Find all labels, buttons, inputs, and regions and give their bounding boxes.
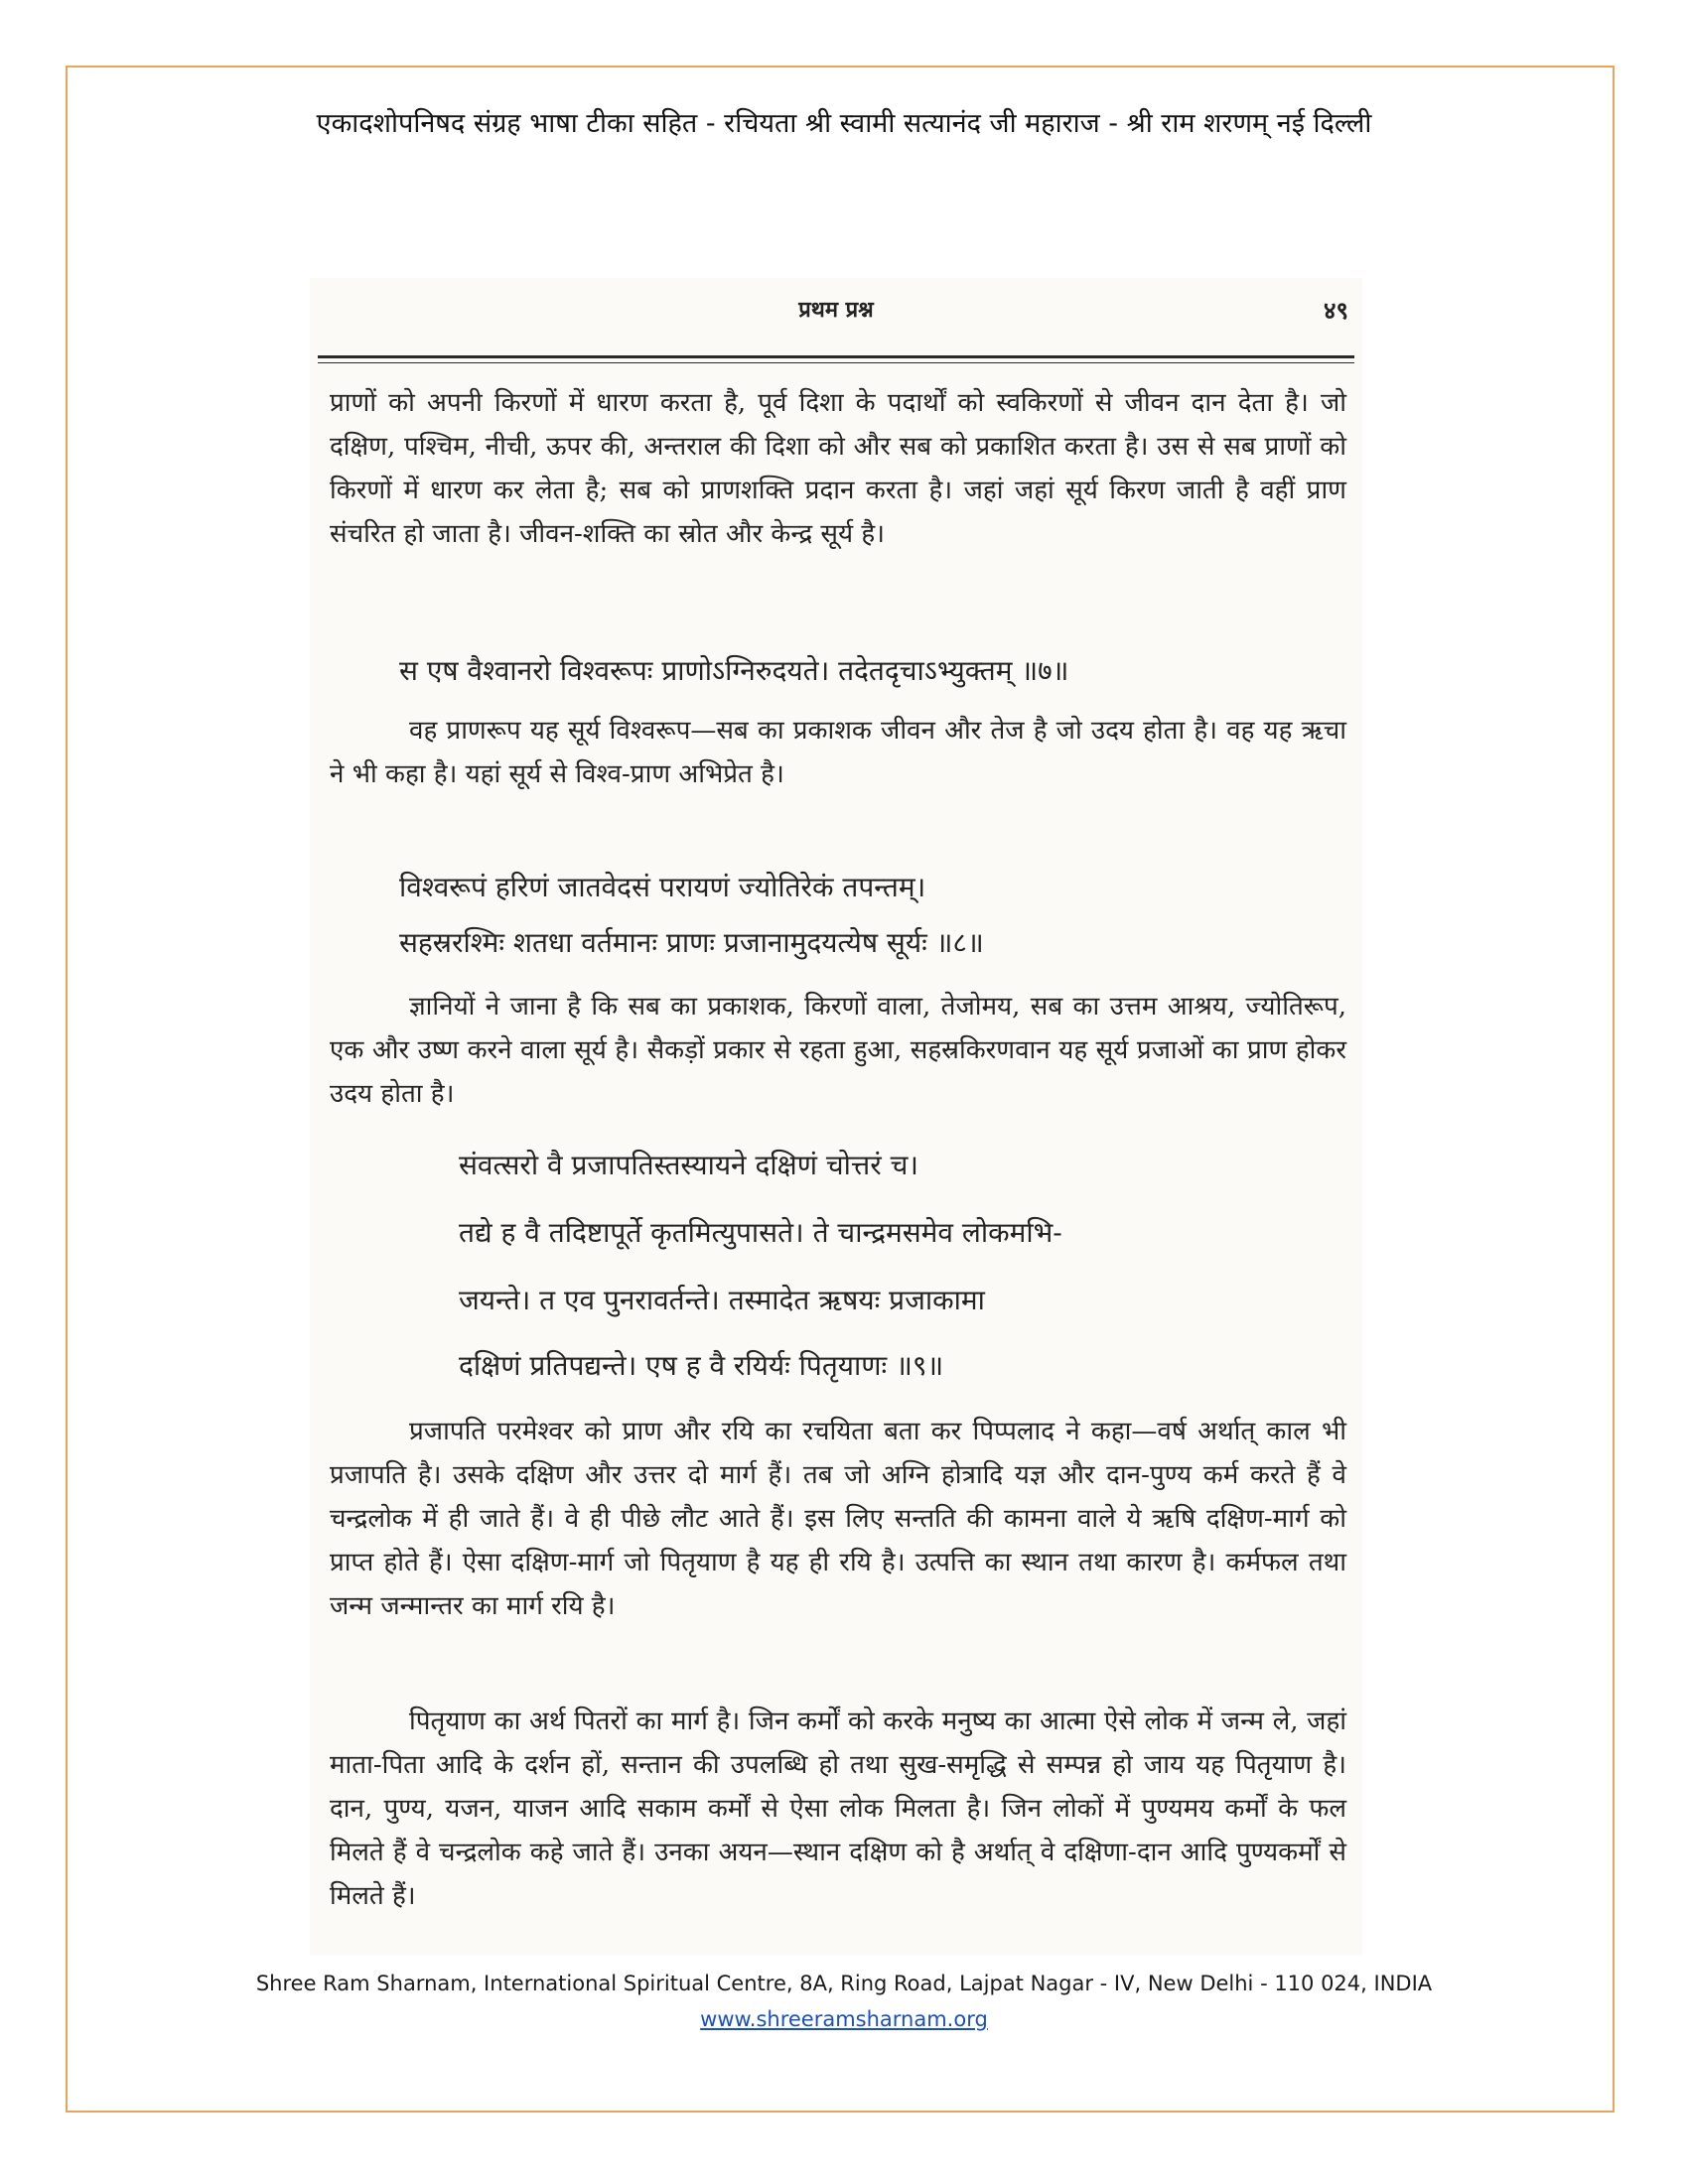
paragraph-3: ज्ञानियों ने जाना है कि सब का प्रकाशक, किरणों वाला, तेजोमय, सब का उत्तम आश्रय, ज्योतिरूप, एक और उष्ण करने वाला सूर्य है। सैकड़ों प्रकार से रहता हुआ, सहस्रकिरणवान यह सूर्य प्रजाओं का प्राण होकर उदय होता है। [330, 992, 1346, 1109]
verse-7: स एष वैश्वानरो विश्वरूपः प्राणोऽग्निरुदयते। तदेतदृचाऽभ्युक्तम् ॥७॥ [399, 654, 1069, 687]
running-head [310, 294, 1362, 324]
verse-9-line-4: दक्षिणं प्रतिपद्यन्ते। एष ह वै रयिर्यः पितृयाणः ॥९॥ [459, 1349, 944, 1382]
running-title: प्रथम प्रश्न [798, 297, 874, 323]
footer-address: Shree Ram Sharnam, International Spiritual Centre, 8A, Ring Road, Lajpat Nagar - IV, New Delhi - 110 024, INDIA [255, 1972, 1433, 1995]
verse-9-line-3: जयन्ते। त एव पुनरावर्तन्ते। तस्मादेत ऋषयः प्रजाकामा [459, 1284, 985, 1316]
header-rule [318, 355, 1354, 358]
page-number: ४९ [1324, 296, 1348, 325]
website-link[interactable]: www.shreeramsharnam.org [700, 2007, 988, 2031]
paragraph-5: पितृयाण का अर्थ पितरों का मार्ग है। जिन कर्मों को करके मनुष्य का आत्मा ऐसे लोक में जन्म ले, जहां माता-पिता आदि के दर्शन हों, सन्तान की उपलब्धि हो तथा सुख-समृद्धि से सम्पन्न हो जाय यह पितृयाण है। दान, पुण्य, यजन, याजन आदि सकाम कर्मों से ऐसा लोक मिलता है। जिन लोकों में पुण्यमय कर्मों के फल मिलते हैं वे चन्द्रलोक कहे जाते हैं। उनका अयन—स्थान दक्षिण को है अर्थात् वे दक्षिणा-दान आदि पुण्यकर्मों से मिलते हैं। [330, 1706, 1346, 1911]
document-header: एकादशोपनिषद संग्रह भाषा टीका सहित - रचियता श्री स्वामी सत्यानंद जी महाराज - श्री राम शरणम् नई दिल्ली [316, 108, 1372, 139]
paragraph-4: प्रजापति परमेश्वर को प्राण और रयि का रचयिता बता कर पिप्पलाद ने कहा—वर्ष अर्थात् काल भी प्रजापति है। उसके दक्षिण और उत्तर दो मार्ग हैं। तब जो अग्नि होत्रादि यज्ञ और दान-पुण्य कर्म करते हैं वे चन्द्रलोक में ही जाते हैं। वे ही पीछे लौट आते हैं। इस लिए सन्तति की कामना वाले ये ऋषि दक्षिण-मार्ग को प्राप्त होते हैं। ऐसा दक्षिण-मार्ग जो पितृयाण है यह ही रयि है। उत्पत्ति का स्थान तथा कारण है। कर्मफल तथा जन्म जन्मान्तर का मार्ग रयि है। [330, 1417, 1346, 1621]
verse-9-line-2: तद्ये ह वै तदिष्टापूर्ते कृतमित्युपासते। ते चान्द्रमसमेव लोकमभि- [459, 1216, 1062, 1249]
header-rule-thin [318, 362, 1354, 363]
scanned-page [310, 278, 1362, 1956]
verse-8-line-1: विश्वरूपं हरिणं जातवेदसं परायणं ज्योतिरेकं तपन्तम्। [399, 871, 926, 903]
verse-9-line-1: संवत्सरो वै प्रजापतिस्तस्यायने दक्षिणं चोत्तरं च। [459, 1149, 918, 1181]
paragraph-2: वह प्राणरूप यह सूर्य विश्वरूप—सब का प्रकाशक जीवन और तेज है जो उदय होता है। वह यह ऋचा ने भी कहा है। यहां सूर्य से विश्व-प्राण अभिप्रेत है। [330, 716, 1346, 789]
verse-8-line-2: सहस्ररश्मिः शतधा वर्तमानः प्राणः प्रजानामुदयत्येष सूर्यः ॥८॥ [399, 926, 984, 959]
paragraph-1: प्राणों को अपनी किरणों में धारण करता है, पूर्व दिशा के पदार्थों को स्वकिरणों से जीवन दान देता है। जो दक्षिण, पश्चिम, नीची, ऊपर की, अन्तराल की दिशा को और सब को प्रकाशित करता है। उस से सब प्राणों को किरणों में धारण कर लेता है; सब को प्राणशक्ति प्रदान करता है। जहां जहां सूर्य किरण जाती है वहीं प्राण संचरित हो जाता है। जीवन-शक्ति का स्रोत और केन्द्र सूर्य है। [330, 388, 1346, 549]
